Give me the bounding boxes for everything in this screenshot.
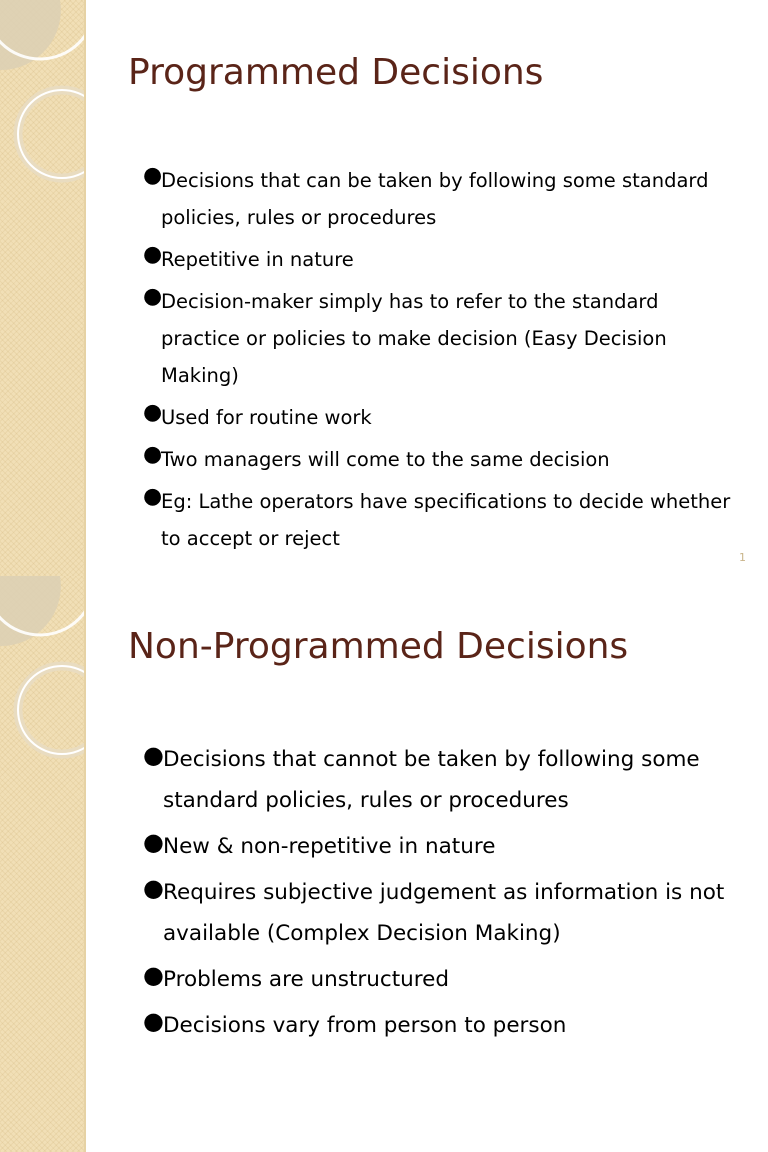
bullet-icon: ● xyxy=(143,874,164,902)
list-item: ● Decision-maker simply has to refer to the standard practice or policies to make decision (Easy Decision Making) xyxy=(143,284,667,387)
list-item: ● Two managers will come to the same decision xyxy=(143,442,610,471)
bullet-icon: ● xyxy=(143,961,164,989)
list-item: ● Decisions that can be taken by following some standard policies, rules or procedures xyxy=(143,163,709,229)
slide-non-programmed-decisions xyxy=(0,576,768,1152)
bullet-icon: ● xyxy=(143,400,163,425)
bullet-icon: ● xyxy=(143,163,163,188)
list-item: ● Decisions that cannot be taken by following some standard policies, rules or procedures xyxy=(143,741,700,813)
bullet-icon: ● xyxy=(143,442,163,467)
list-item: ● Used for routine work xyxy=(143,400,372,429)
page-number: 1 xyxy=(739,551,746,564)
slide-title: Non-Programmed Decisions xyxy=(128,626,629,667)
bullet-icon: ● xyxy=(143,242,163,267)
bullet-icon: ● xyxy=(143,828,164,856)
list-item: ● Requires subjective judgement as information is not available (Complex Decision Making) xyxy=(143,874,725,946)
bullet-icon: ● xyxy=(143,1007,164,1035)
decorative-side-stripe xyxy=(0,576,86,1152)
decorative-circles-icon xyxy=(0,576,84,1152)
list-item: ● Eg: Lathe operators have specifications to decide whether to accept or reject xyxy=(143,484,731,550)
decorative-circles-icon xyxy=(0,0,84,576)
list-item: ● Repetitive in nature xyxy=(143,242,354,271)
bullet-icon: ● xyxy=(143,284,163,309)
decorative-side-stripe xyxy=(0,0,86,576)
list-item: ● Problems are unstructured xyxy=(143,961,450,992)
bullet-icon: ● xyxy=(143,484,163,509)
bullet-list xyxy=(143,162,743,562)
bullet-list xyxy=(143,739,743,1051)
slide-title: Programmed Decisions xyxy=(128,52,544,93)
list-item: ● Decisions vary from person to person xyxy=(143,1007,567,1038)
list-item: ● New & non-repetitive in nature xyxy=(143,828,496,859)
bullet-icon: ● xyxy=(143,741,164,769)
